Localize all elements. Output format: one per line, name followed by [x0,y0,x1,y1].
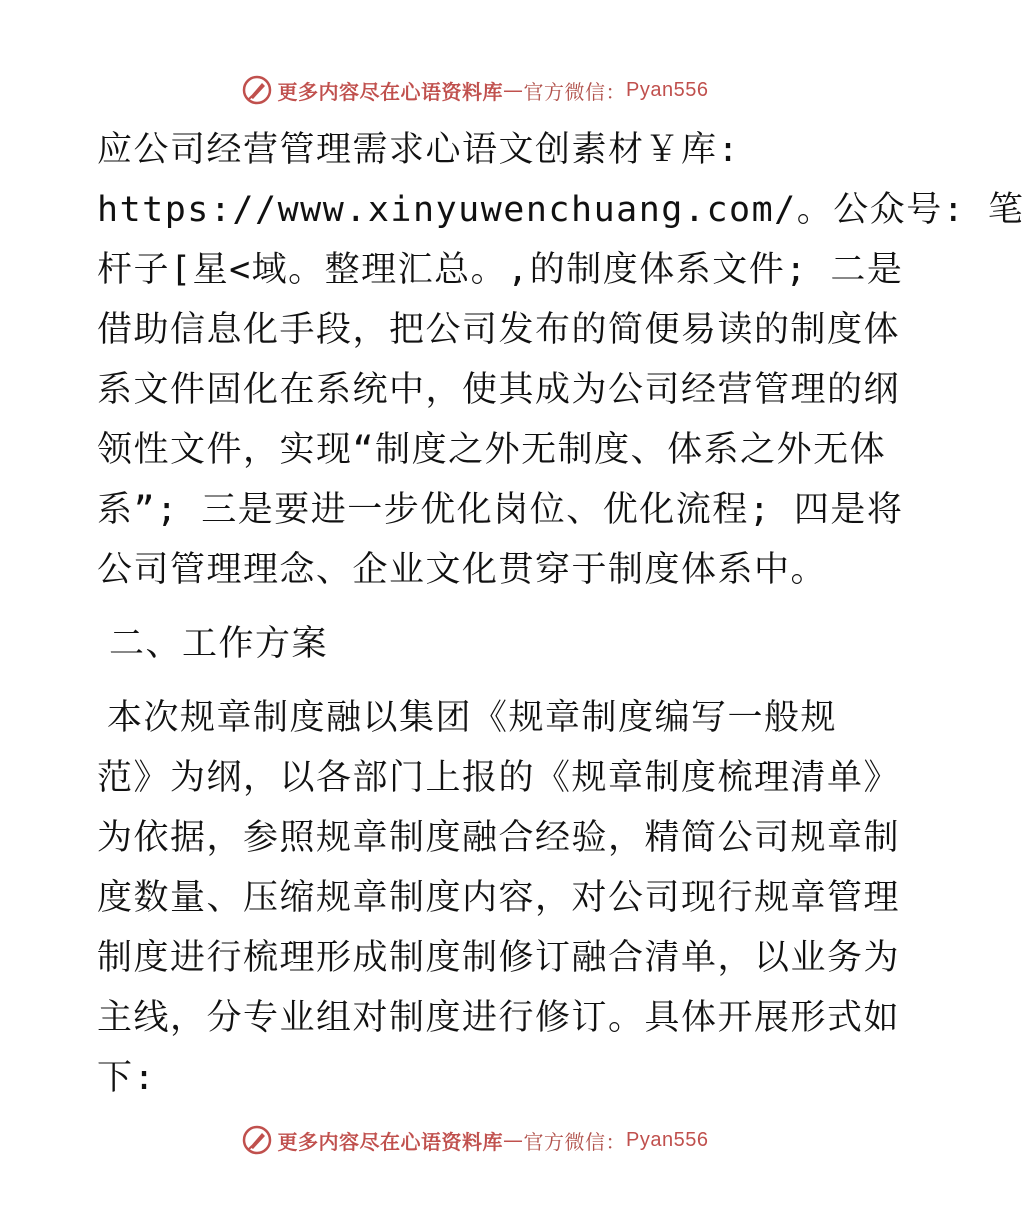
paragraph2-line-4: 度数量、压缩规章制度内容，对公司现行规章管理 [97,878,901,918]
banner-brand-text: 更多内容尽在心语资料库 [277,79,504,104]
paragraph2-line-3: 为依据，参照规章制度融合经验，精简公司规章制 [97,818,901,858]
paragraph2-line-5: 制度进行梳理形成制度制修订融合清单，以业务为 [97,938,901,978]
paragraph2-line-6: 主线，分专业组对制度进行修订。具体开展形式如 [97,998,901,1038]
body-line-7: 系”; 三是要进一步优化岗位、优化流程; 四是将 [97,490,904,530]
body-line-1: 应公司经营管理需求心语文创素材￥库: [97,130,741,170]
body-line-4: 借助信息化手段，把公司发布的简便易读的制度体 [97,310,901,350]
paragraph2-line-7: 下: [97,1058,157,1098]
quill-pen-circle-icon [242,1125,272,1155]
body-line-3: 杆子[星<域。整理汇总。,的制度体系文件; 二是 [97,250,904,290]
footer-banner [0,1118,950,1162]
document-body [97,120,1024,1108]
footer-account: Pyan556 [626,1128,709,1151]
footer-brand-text: 更多内容尽在心语资料库 [277,1129,504,1154]
quill-pen-circle-icon [242,75,272,105]
banner-wechat-label: 官方微信： [523,79,627,104]
footer-wechat-label: 官方微信： [523,1129,627,1154]
body-line-8: 公司管理理念、企业文化贯穿于制度体系中。 [97,550,828,590]
banner-account: Pyan556 [626,78,709,101]
paragraph2-line-1: 本次规章制度融以集团《规章制度编写一般规 [107,698,838,738]
body-line-6: 领性文件，实现“制度之外无制度、体系之外无体 [97,430,887,470]
header-banner [0,68,950,112]
section-heading: 二、工作方案 [109,624,329,664]
body-line-5: 系文件固化在系统中，使其成为公司经营管理的纲 [97,370,901,410]
footer-dash: — [503,1128,524,1152]
banner-dash: — [503,78,524,102]
body-line-2: https://www.xinyuwenchuang.com/。公众号: 笔 [97,190,1024,230]
paragraph2-line-2: 范》为纲，以各部门上报的《规章制度梳理清单》 [97,758,901,798]
